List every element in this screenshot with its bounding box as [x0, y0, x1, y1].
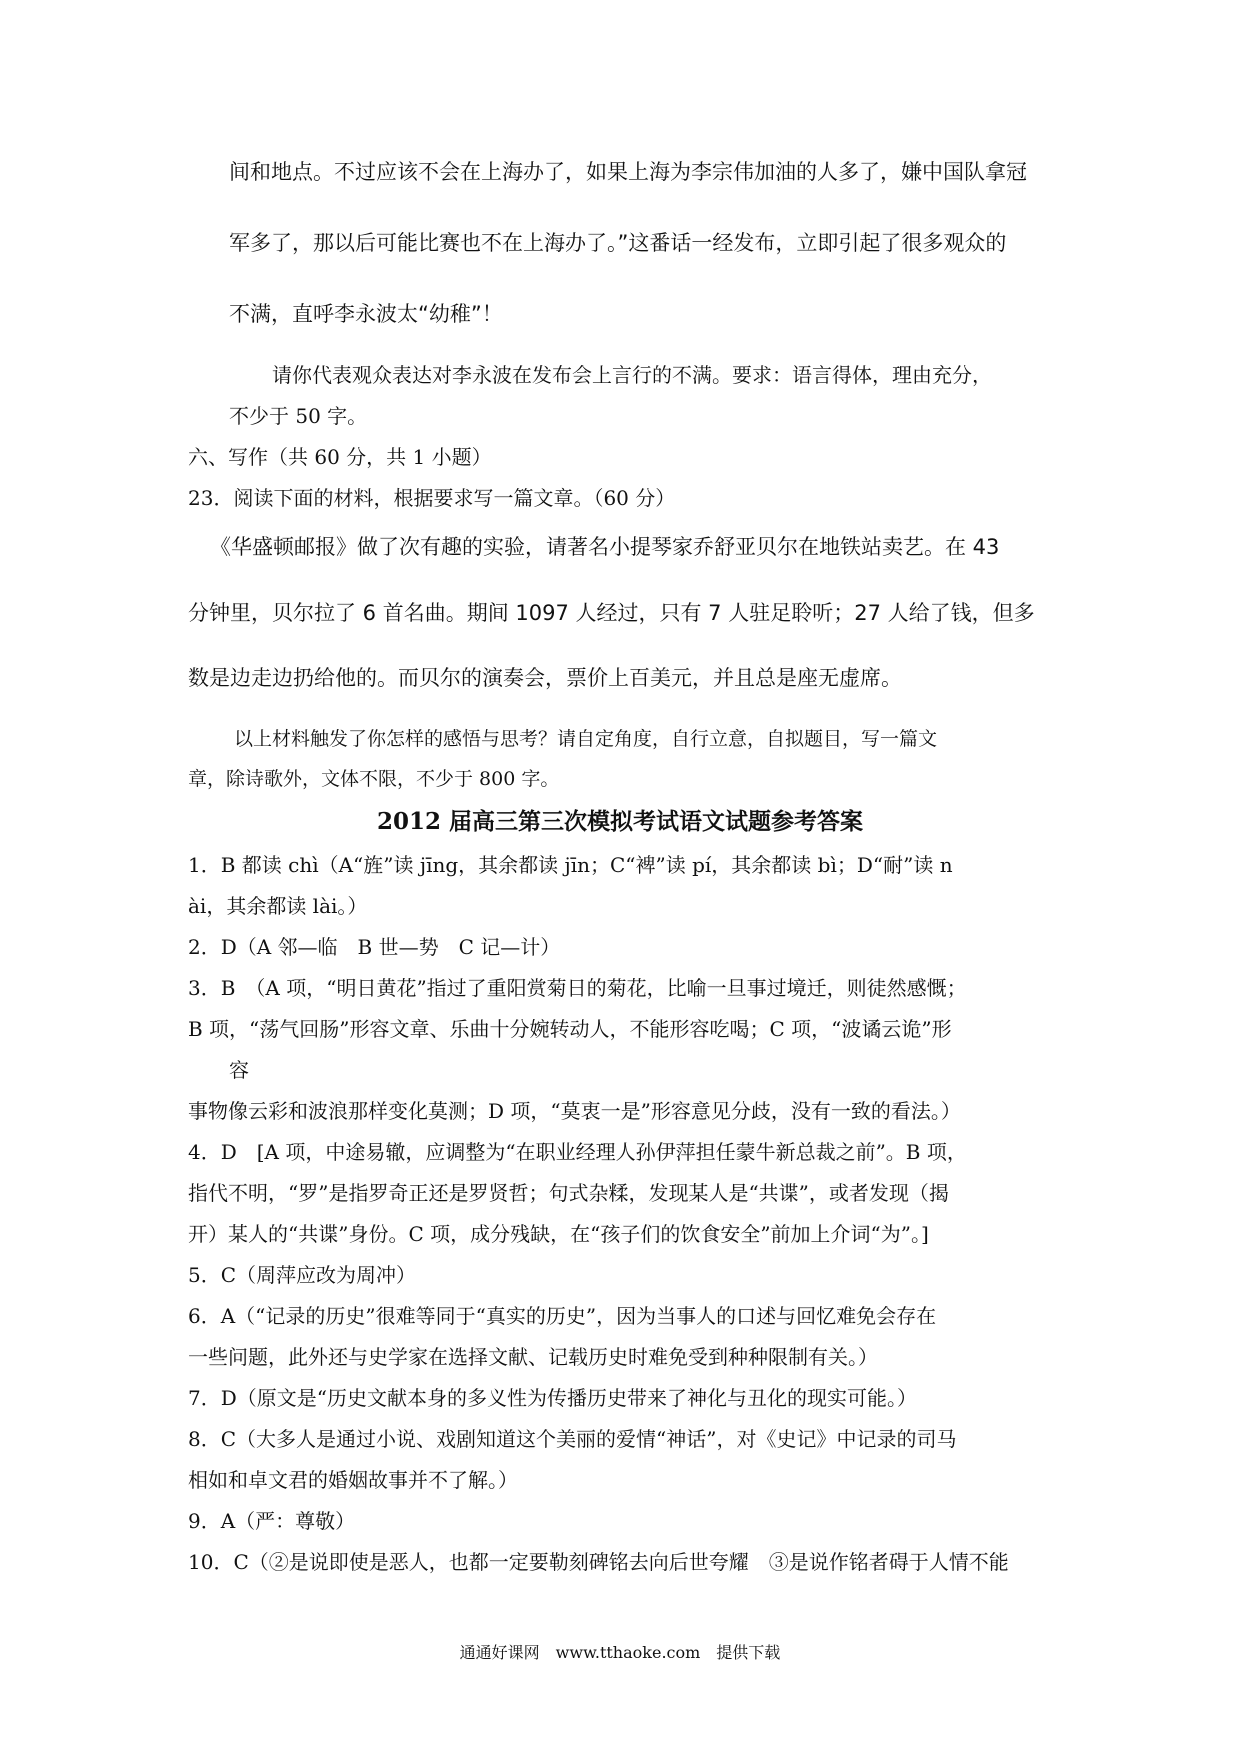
- answer-line: 2．D（A 邻—临 B 世—势 C 记—计）: [188, 935, 561, 959]
- answer-line: 开）某人的“共谍”身份。C 项，成分残缺，在“孩子们的饮食安全”前加上介词“为”。]: [188, 1222, 929, 1246]
- answer-line: 容: [229, 1058, 249, 1082]
- material-b-line: 《华盛顿邮报》做了次有趣的实验，请著名小提琴家乔舒亚贝尔在地铁站卖艺。在 43: [210, 535, 1000, 559]
- answer-line: 8．C（大多人是通过小说、戏剧知道这个美丽的爱情“神话”，对《史记》中记录的司马: [188, 1427, 957, 1451]
- answer-line: 相如和卓文君的婚姻故事并不了解。）: [188, 1468, 518, 1492]
- answer-line: 事物像云彩和波浪那样变化莫测；D 项，“莫衷一是”形容意见分歧，没有一致的看法。）: [188, 1099, 961, 1123]
- answer-line: 1．B 都读 chì（A“旌”读 jīng，其余都读 jīn；C“裨”读 pí，其余都读 bì；D“耐”读 n: [188, 853, 953, 877]
- question-instruction: 请你代表观众表达对李永波在发布会上言行的不满。要求：语言得体，理由充分，: [272, 363, 992, 387]
- question-instruction: 不少于 50 字。: [229, 404, 368, 428]
- answer-line: 4．D [A 项，中途易辙，应调整为“在职业经理人孙伊萍担任蒙牛新总裁之前”。B 项，: [188, 1140, 967, 1164]
- section-heading: 六、写作（共 60 分，共 1 小题）: [188, 445, 492, 469]
- answer-line: 9．A（严：尊敬）: [188, 1509, 356, 1533]
- question-instruction: 章，除诗歌外，文体不限，不少于 800 字。: [188, 768, 560, 790]
- answer-line: 10．C（②是说即使是恶人，也都一定要勒刻碑铭去向后世夸耀 ③是说作铭者碍于人情不能: [188, 1550, 1009, 1574]
- question-23: 23．阅读下面的材料，根据要求写一篇文章。（60 分）: [188, 486, 676, 510]
- answer-line: ài，其余都读 lài。）: [188, 894, 368, 918]
- answer-line: 7．D（原文是“历史文献本身的多义性为传播历史带来了神化与丑化的现实可能。）: [188, 1386, 917, 1410]
- page-footer: 通通好课网 www.tthaoke.com 提供下载: [459, 1643, 781, 1662]
- answer-line: 3．B （A 项，“明日黄花”指过了重阳赏菊日的菊花，比喻一旦事过境迁，则徒然感慨；: [188, 976, 967, 1000]
- material-b-line: 数是边走边扔给他的。而贝尔的演奏会，票价上百美元，并且总是座无虚席。: [188, 666, 902, 690]
- answer-line: 一些问题，此外还与史学家在选择文献、记载历史时难免受到种种限制有关。）: [188, 1345, 878, 1369]
- answer-title: 2012 届高三第三次模拟考试语文试题参考答案: [376, 808, 864, 835]
- question-instruction: 以上材料触发了你怎样的感悟与思考？请自定角度，自行立意，自拟题目，写一篇文: [234, 728, 938, 750]
- answer-line: 5．C（周萍应改为周冲）: [188, 1263, 417, 1287]
- answer-line: 指代不明，“罗”是指罗奇正还是罗贤哲；句式杂糅，发现某人是“共谍”，或者发现（揭: [188, 1181, 949, 1205]
- material-b-line: 分钟里，贝尔拉了 6 首名曲。期间 1097 人经过，只有 7 人驻足聆听；27 人给了钱，但多: [188, 601, 1035, 625]
- material-a-line: 间和地点。不过应该不会在上海办了，如果上海为李宗伟加油的人多了，嫌中国队拿冠: [229, 160, 1027, 184]
- material-a-line: 不满，直呼李永波太“幼稚”！: [229, 302, 503, 326]
- answer-line: 6．A（“记录的历史”很难等同于“真实的历史”，因为当事人的口述与回忆难免会存在: [188, 1304, 937, 1328]
- material-a-line: 军多了，那以后可能比赛也不在上海办了。”这番话一经发布，立即引起了很多观众的: [229, 231, 1007, 255]
- answer-line: B 项，“荡气回肠”形容文章、乐曲十分婉转动人，不能形容吃喝；C 项，“波谲云诡”形: [188, 1017, 952, 1041]
